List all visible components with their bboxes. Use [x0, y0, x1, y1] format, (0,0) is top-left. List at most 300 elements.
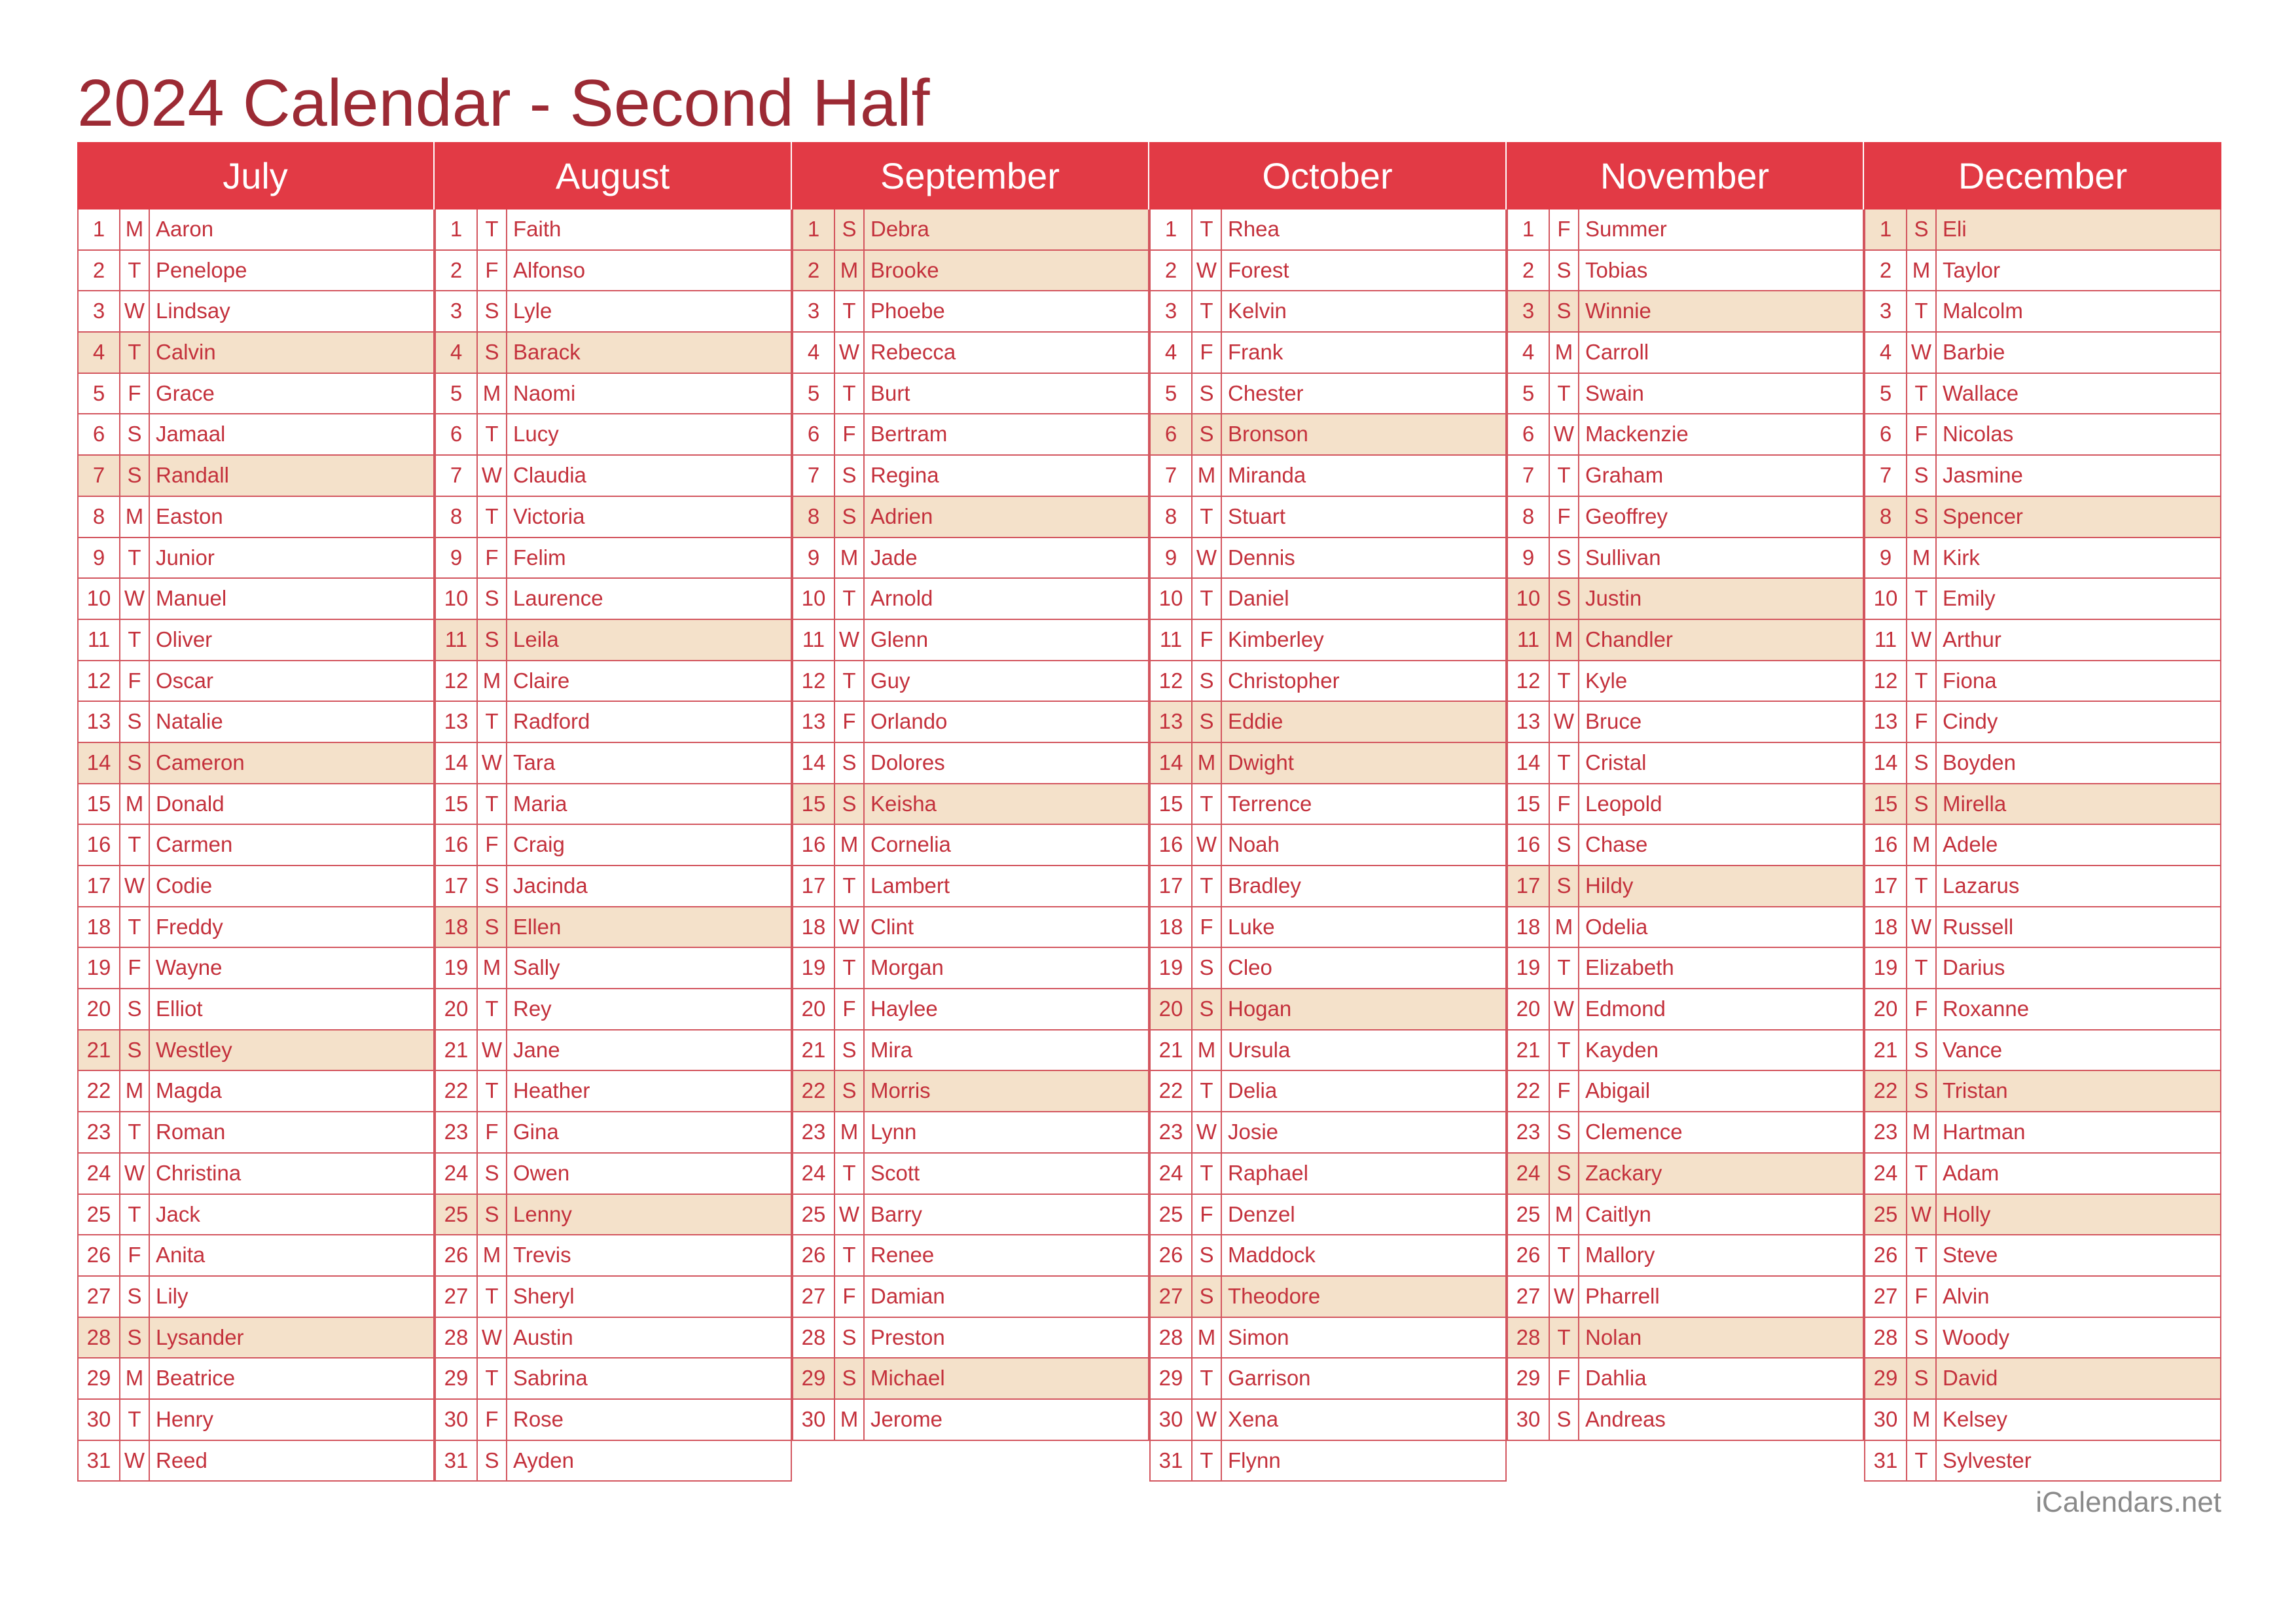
- day-number: 25: [436, 1195, 478, 1235]
- day-row: [1149, 1400, 1507, 1441]
- name-day: Kelsey: [1943, 1406, 2008, 1431]
- day-row: [1864, 497, 2221, 538]
- weekday-letter: F: [120, 661, 150, 701]
- weekday-letter: S: [1907, 1359, 1937, 1398]
- day-number: 26: [793, 1235, 835, 1275]
- name-day: Penelope: [156, 257, 247, 282]
- day-number: 29: [1151, 1359, 1193, 1398]
- name-day: Bruce: [1585, 709, 1642, 734]
- name-day: Carroll: [1585, 340, 1649, 365]
- day-number: 30: [79, 1400, 120, 1440]
- day-row: [77, 1318, 435, 1359]
- day-row: [1507, 1071, 1864, 1112]
- name-day: Dennis: [1228, 545, 1295, 570]
- name-day: Cameron: [156, 750, 245, 775]
- name-day: Simon: [1228, 1324, 1289, 1349]
- day-number: 12: [79, 661, 120, 701]
- day-row: [77, 1071, 435, 1112]
- name-day: Luke: [1228, 914, 1275, 939]
- name-day: Lyle: [513, 299, 552, 323]
- day-number: 2: [1151, 251, 1193, 291]
- day-number: 21: [1151, 1030, 1193, 1070]
- name-day: Swain: [1585, 380, 1644, 405]
- weekday-letter: W: [1193, 538, 1222, 578]
- day-number: 23: [1151, 1112, 1193, 1152]
- weekday-letter: W: [1907, 620, 1937, 660]
- day-number: 12: [1865, 661, 1907, 701]
- weekday-letter: M: [1193, 456, 1222, 496]
- day-row: [1864, 291, 2221, 333]
- day-row: [435, 456, 792, 497]
- day-number: 4: [79, 333, 120, 373]
- day-row: [1507, 414, 1864, 456]
- name-day: Vance: [1943, 1037, 2003, 1062]
- weekday-letter: F: [1550, 784, 1579, 824]
- name-day: Sylvester: [1943, 1448, 2032, 1472]
- day-number: 11: [79, 620, 120, 660]
- day-number: 3: [1151, 291, 1193, 331]
- day-row: [792, 414, 1149, 456]
- day-number: 13: [1865, 702, 1907, 742]
- day-row: [77, 784, 435, 826]
- day-number: 27: [79, 1277, 120, 1317]
- day-number: 27: [1865, 1277, 1907, 1317]
- month-column-july: [77, 142, 435, 1482]
- name-day: Naomi: [513, 380, 576, 405]
- day-row: [1507, 374, 1864, 415]
- name-day: Adam: [1943, 1160, 2000, 1185]
- weekday-letter: T: [835, 1154, 865, 1194]
- weekday-letter: T: [120, 1400, 150, 1440]
- weekday-letter: S: [478, 291, 507, 331]
- day-row: [1507, 1030, 1864, 1072]
- day-row: [77, 661, 435, 702]
- day-number: 18: [436, 907, 478, 947]
- name-day: Cristal: [1585, 750, 1647, 775]
- weekday-letter: T: [1550, 1318, 1579, 1358]
- day-row: [1149, 456, 1507, 497]
- day-number: 23: [1865, 1112, 1907, 1152]
- name-day: Victoria: [513, 503, 585, 528]
- day-number: 10: [1151, 579, 1193, 619]
- weekday-letter: M: [478, 661, 507, 701]
- day-number: 9: [1865, 538, 1907, 578]
- name-day: Easton: [156, 503, 223, 528]
- weekday-letter: S: [120, 456, 150, 496]
- name-day: Scott: [870, 1160, 920, 1185]
- day-row: [1864, 825, 2221, 866]
- day-row: [77, 702, 435, 743]
- day-row: [1507, 1318, 1864, 1359]
- weekday-letter: W: [1193, 251, 1222, 291]
- weekday-letter: T: [120, 538, 150, 578]
- weekday-letter: W: [1907, 333, 1937, 373]
- name-day: Preston: [870, 1324, 945, 1349]
- name-day: Clint: [870, 914, 914, 939]
- weekday-letter: T: [120, 620, 150, 660]
- day-row: [1149, 210, 1507, 251]
- day-row: [792, 620, 1149, 661]
- weekday-letter: M: [1907, 1400, 1937, 1440]
- day-row: [435, 1235, 792, 1277]
- day-row: [792, 784, 1149, 826]
- weekday-letter: F: [1550, 1359, 1579, 1398]
- day-row: [1149, 1154, 1507, 1195]
- name-day: Geoffrey: [1585, 503, 1668, 528]
- name-day: Oscar: [156, 668, 214, 693]
- weekday-letter: T: [1907, 661, 1937, 701]
- name-day: Lambert: [870, 873, 950, 898]
- day-row: [77, 1195, 435, 1236]
- day-number: 20: [79, 989, 120, 1029]
- weekday-letter: S: [835, 210, 865, 249]
- day-row: [1864, 1441, 2221, 1482]
- day-row: [1149, 414, 1507, 456]
- day-row: [1149, 825, 1507, 866]
- day-row: [77, 497, 435, 538]
- day-number: 19: [436, 948, 478, 988]
- name-day: Brooke: [870, 257, 939, 282]
- day-number: 28: [1865, 1318, 1907, 1358]
- day-row: [435, 743, 792, 784]
- day-row: [792, 251, 1149, 292]
- month-column-august: [435, 142, 792, 1482]
- day-row: [1507, 702, 1864, 743]
- day-row: [435, 414, 792, 456]
- name-day: Rebecca: [870, 340, 956, 365]
- day-row: [792, 702, 1149, 743]
- weekday-letter: W: [478, 1318, 507, 1358]
- weekday-letter: M: [1550, 1195, 1579, 1235]
- name-day: Kirk: [1943, 545, 1980, 570]
- day-number: 23: [436, 1112, 478, 1152]
- weekday-letter: S: [120, 743, 150, 783]
- name-day: Ayden: [513, 1448, 574, 1472]
- name-day: Manuel: [156, 586, 227, 611]
- weekday-letter: F: [1907, 1277, 1937, 1317]
- day-row: [435, 1112, 792, 1154]
- weekday-letter: F: [1550, 497, 1579, 537]
- weekday-letter: T: [1907, 1441, 1937, 1481]
- weekday-letter: T: [1550, 948, 1579, 988]
- day-row: [435, 661, 792, 702]
- day-number: 24: [1865, 1154, 1907, 1194]
- month-header: September: [792, 142, 1149, 210]
- name-day: Leila: [513, 627, 559, 651]
- name-day: Garrison: [1228, 1366, 1311, 1391]
- name-day: Elizabeth: [1585, 955, 1674, 980]
- day-row: [435, 1071, 792, 1112]
- month-header: November: [1507, 142, 1864, 210]
- day-row: [1864, 1235, 2221, 1277]
- day-row: [1864, 620, 2221, 661]
- day-number: 16: [79, 825, 120, 865]
- day-row: [792, 1359, 1149, 1400]
- name-day: Bradley: [1228, 873, 1301, 898]
- day-row: [792, 989, 1149, 1030]
- day-row: [1864, 907, 2221, 949]
- day-number: 5: [793, 374, 835, 414]
- day-row: [792, 1154, 1149, 1195]
- day-number: 9: [79, 538, 120, 578]
- day-number: 9: [1151, 538, 1193, 578]
- name-day: Frank: [1228, 340, 1283, 365]
- day-number: 17: [1151, 866, 1193, 906]
- day-row: [792, 1235, 1149, 1277]
- name-day: Jade: [870, 545, 918, 570]
- name-day: Malcolm: [1943, 299, 2023, 323]
- day-number: 3: [79, 291, 120, 331]
- weekday-letter: S: [478, 620, 507, 660]
- weekday-letter: M: [120, 210, 150, 249]
- day-row: [77, 743, 435, 784]
- day-number: 10: [1865, 579, 1907, 619]
- weekday-letter: F: [478, 1400, 507, 1440]
- weekday-letter: S: [835, 1071, 865, 1111]
- day-number: 25: [79, 1195, 120, 1235]
- day-number: 4: [1151, 333, 1193, 373]
- weekday-letter: F: [478, 538, 507, 578]
- weekday-letter: M: [478, 374, 507, 414]
- day-row: [1864, 1400, 2221, 1441]
- weekday-letter: M: [120, 1359, 150, 1398]
- day-number: 13: [436, 702, 478, 742]
- day-row: [792, 907, 1149, 949]
- day-row: [77, 1441, 435, 1482]
- day-row: [435, 866, 792, 907]
- name-day: Justin: [1585, 586, 1642, 611]
- day-number: 7: [1508, 456, 1550, 496]
- day-row: [1507, 1154, 1864, 1195]
- day-row: [77, 414, 435, 456]
- day-row: [1149, 866, 1507, 907]
- day-number: 2: [79, 251, 120, 291]
- day-number: 15: [793, 784, 835, 824]
- day-row: [792, 825, 1149, 866]
- day-row: [1149, 1359, 1507, 1400]
- day-row: [77, 1400, 435, 1441]
- day-row: [1149, 1195, 1507, 1236]
- day-number: 14: [1508, 743, 1550, 783]
- day-row: [1149, 251, 1507, 292]
- weekday-letter: F: [1193, 333, 1222, 373]
- name-day: Chester: [1228, 380, 1304, 405]
- day-number: 6: [1151, 414, 1193, 454]
- month-column-december: [1864, 142, 2221, 1482]
- name-day: Keisha: [870, 791, 937, 816]
- day-number: 20: [1508, 989, 1550, 1029]
- day-number: 12: [793, 661, 835, 701]
- day-number: 28: [1508, 1318, 1550, 1358]
- weekday-letter: M: [1193, 1030, 1222, 1070]
- name-day: Elliot: [156, 996, 203, 1021]
- weekday-letter: T: [1550, 743, 1579, 783]
- day-row: [1864, 784, 2221, 826]
- day-row: [1507, 743, 1864, 784]
- day-number: 21: [79, 1030, 120, 1070]
- name-day: Morris: [870, 1078, 931, 1103]
- day-row: [1149, 948, 1507, 989]
- day-row: [1507, 1195, 1864, 1236]
- weekday-letter: W: [478, 743, 507, 783]
- day-number: 27: [436, 1277, 478, 1317]
- day-number: 29: [1865, 1359, 1907, 1398]
- weekday-letter: T: [1907, 1154, 1937, 1194]
- name-day: Winnie: [1585, 299, 1651, 323]
- day-row: [1864, 1154, 2221, 1195]
- day-row: [792, 1030, 1149, 1072]
- day-number: 28: [793, 1318, 835, 1358]
- weekday-letter: T: [1907, 948, 1937, 988]
- name-day: Lynn: [870, 1120, 917, 1144]
- day-number: 28: [79, 1318, 120, 1358]
- day-row: [792, 497, 1149, 538]
- day-row: [1864, 1030, 2221, 1072]
- day-row: [77, 374, 435, 415]
- name-day: Barry: [870, 1201, 922, 1226]
- name-day: Westley: [156, 1037, 232, 1062]
- name-day: Tara: [513, 750, 556, 775]
- day-number: 13: [1508, 702, 1550, 742]
- day-number: 22: [793, 1071, 835, 1111]
- day-row: [435, 1400, 792, 1441]
- day-number: 22: [1151, 1071, 1193, 1111]
- day-number: 30: [1508, 1400, 1550, 1440]
- name-day: Delia: [1228, 1078, 1278, 1103]
- name-day: Cornelia: [870, 832, 951, 857]
- weekday-letter: S: [1550, 251, 1579, 291]
- name-day: Maddock: [1228, 1243, 1316, 1267]
- name-day: Barack: [513, 340, 581, 365]
- day-number: 6: [793, 414, 835, 454]
- day-row: [1507, 661, 1864, 702]
- day-row: [77, 907, 435, 949]
- day-row: [1864, 866, 2221, 907]
- day-row: [1149, 1235, 1507, 1277]
- name-day: Oliver: [156, 627, 213, 651]
- day-number: 11: [793, 620, 835, 660]
- weekday-letter: S: [478, 907, 507, 947]
- weekday-letter: S: [1907, 497, 1937, 537]
- name-day: Jasmine: [1943, 463, 2023, 488]
- name-day: Nolan: [1585, 1324, 1642, 1349]
- weekday-letter: T: [835, 291, 865, 331]
- weekday-letter: M: [835, 538, 865, 578]
- name-day: Wallace: [1943, 380, 2019, 405]
- weekday-letter: F: [1550, 210, 1579, 249]
- weekday-letter: F: [835, 414, 865, 454]
- day-row: [792, 1195, 1149, 1236]
- weekday-letter: T: [1193, 1154, 1222, 1194]
- day-row: [792, 374, 1149, 415]
- day-row: [435, 1318, 792, 1359]
- weekday-letter: T: [478, 784, 507, 824]
- day-number: 2: [436, 251, 478, 291]
- name-day: Lysander: [156, 1324, 244, 1349]
- weekday-letter: T: [1907, 866, 1937, 906]
- weekday-letter: F: [478, 251, 507, 291]
- day-row: [1864, 579, 2221, 620]
- day-row: [1507, 784, 1864, 826]
- day-row: [1149, 538, 1507, 579]
- day-number: 20: [436, 989, 478, 1029]
- weekday-letter: M: [1907, 1112, 1937, 1152]
- weekday-letter: M: [1550, 620, 1579, 660]
- name-day: Grace: [156, 380, 215, 405]
- weekday-letter: T: [120, 251, 150, 291]
- day-number: 30: [1865, 1400, 1907, 1440]
- day-row: [77, 1277, 435, 1318]
- weekday-letter: F: [120, 948, 150, 988]
- weekday-letter: S: [835, 1318, 865, 1358]
- name-day: Rose: [513, 1406, 564, 1431]
- name-day: Faith: [513, 217, 562, 241]
- weekday-letter: M: [120, 784, 150, 824]
- month-column-september: [792, 142, 1149, 1441]
- weekday-letter: F: [1193, 620, 1222, 660]
- name-day: Lazarus: [1943, 873, 2020, 898]
- day-number: 11: [1865, 620, 1907, 660]
- day-row: [792, 579, 1149, 620]
- day-row: [435, 1030, 792, 1072]
- day-number: 8: [1151, 497, 1193, 537]
- month-column-november: [1507, 142, 1864, 1441]
- day-number: 18: [1865, 907, 1907, 947]
- day-number: 3: [436, 291, 478, 331]
- name-day: Randall: [156, 463, 229, 488]
- day-number: 7: [79, 456, 120, 496]
- weekday-letter: T: [120, 333, 150, 373]
- day-row: [792, 661, 1149, 702]
- weekday-letter: F: [835, 1277, 865, 1317]
- day-row: [1149, 907, 1507, 949]
- day-row: [1864, 456, 2221, 497]
- weekday-letter: T: [1193, 291, 1222, 331]
- day-number: 29: [79, 1359, 120, 1398]
- day-number: 22: [1865, 1071, 1907, 1111]
- weekday-letter: S: [835, 497, 865, 537]
- weekday-letter: W: [478, 456, 507, 496]
- name-day: Hartman: [1943, 1120, 2026, 1144]
- weekday-letter: M: [478, 1235, 507, 1275]
- weekday-letter: M: [1907, 251, 1937, 291]
- weekday-letter: S: [1550, 291, 1579, 331]
- weekday-letter: T: [1193, 866, 1222, 906]
- day-number: 20: [793, 989, 835, 1029]
- weekday-letter: M: [478, 948, 507, 988]
- weekday-letter: F: [835, 702, 865, 742]
- name-day: Laurence: [513, 586, 603, 611]
- weekday-letter: T: [478, 702, 507, 742]
- name-day: Owen: [513, 1160, 570, 1185]
- name-day: Rhea: [1228, 217, 1280, 241]
- name-day: Taylor: [1943, 257, 2001, 282]
- day-row: [435, 1195, 792, 1236]
- day-row: [77, 456, 435, 497]
- weekday-letter: S: [1907, 456, 1937, 496]
- day-number: 14: [1151, 743, 1193, 783]
- name-day: Spencer: [1943, 503, 2023, 528]
- day-row: [1149, 1071, 1507, 1112]
- day-number: 5: [1508, 374, 1550, 414]
- day-row: [1864, 251, 2221, 292]
- day-row: [792, 1400, 1149, 1441]
- day-number: 5: [1151, 374, 1193, 414]
- weekday-letter: M: [120, 1071, 150, 1111]
- weekday-letter: T: [1550, 456, 1579, 496]
- name-day: Arnold: [870, 586, 933, 611]
- name-day: Sabrina: [513, 1366, 588, 1391]
